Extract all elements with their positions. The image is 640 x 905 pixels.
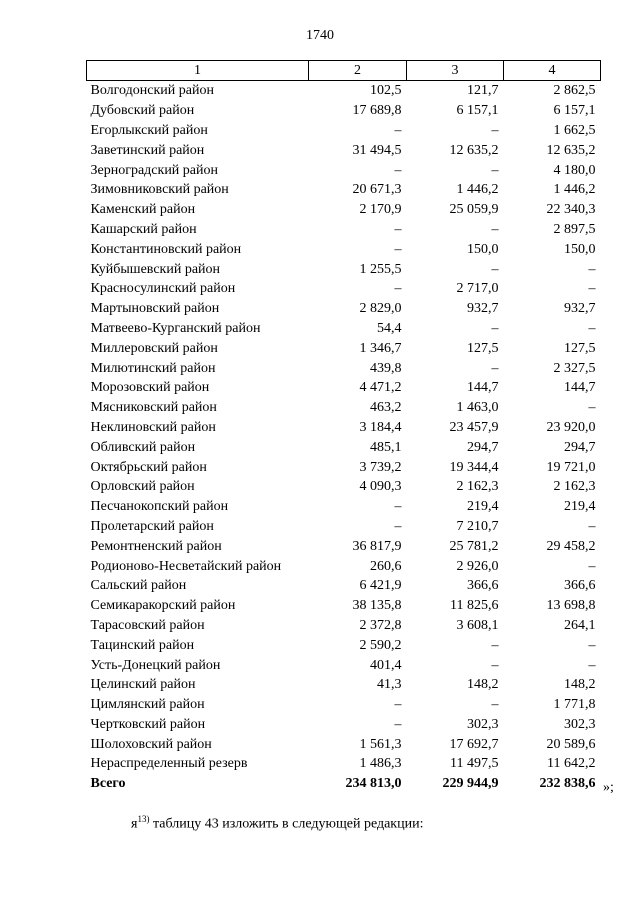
value-cell: 2 717,0 [456, 281, 499, 297]
district-name-cell: Зимовниковский район [90, 182, 229, 198]
value-cell: 54,4 [377, 320, 402, 336]
table-row [87, 536, 601, 556]
paragraph-footnote-number: 13) [137, 814, 150, 824]
value-cell: – [491, 360, 499, 376]
table-row [87, 180, 601, 200]
value-cell: 2 897,5 [553, 221, 596, 237]
value-cell: 932,7 [564, 301, 596, 317]
value-cell: – [394, 221, 402, 237]
value-cell: – [394, 122, 402, 138]
table-row [87, 259, 601, 279]
value-cell: – [394, 518, 402, 534]
value-cell: – [588, 558, 596, 574]
table-footer [87, 774, 601, 794]
table-row [87, 239, 601, 259]
value-cell: – [588, 637, 596, 653]
value-cell: 485,1 [370, 439, 402, 455]
district-name-cell: Дубовский район [90, 103, 195, 119]
amendment-paragraph [131, 814, 423, 833]
district-name-cell: Мартыновский район [90, 301, 220, 317]
district-name-cell: Тацинский район [90, 637, 195, 653]
value-cell: 17 692,7 [449, 736, 499, 752]
value-cell: 219,4 [564, 499, 596, 515]
table-row [87, 457, 601, 477]
value-cell: 20 589,6 [546, 736, 596, 752]
table-header [87, 61, 601, 81]
value-cell: 302,3 [564, 716, 596, 732]
value-cell: 150,0 [467, 241, 499, 257]
value-cell: 102,5 [370, 83, 402, 99]
value-cell: 463,2 [370, 400, 402, 416]
table-row [87, 200, 601, 220]
value-cell: 11 642,2 [547, 756, 596, 772]
value-cell: – [491, 697, 499, 713]
value-cell: 144,7 [467, 380, 499, 396]
table-row [87, 319, 601, 339]
value-cell: 1 486,3 [359, 756, 402, 772]
table-row [87, 398, 601, 418]
table-row [87, 160, 601, 180]
district-name-cell: Сальский район [90, 578, 187, 594]
value-cell: – [491, 221, 499, 237]
table-row [87, 101, 601, 121]
value-cell: 366,6 [467, 578, 499, 594]
value-cell: 127,5 [564, 340, 596, 356]
value-cell: – [491, 637, 499, 653]
value-cell: 12 635,2 [449, 142, 499, 158]
value-cell: 2 926,0 [456, 558, 499, 574]
table-row [87, 635, 601, 655]
district-name-cell: Миллеровский район [90, 340, 218, 356]
paragraph-text: таблицу 43 изложить в следующей редакции: [149, 816, 424, 832]
value-cell: 366,6 [564, 578, 596, 594]
district-name-cell: Тарасовский район [90, 617, 205, 633]
district-name-cell: Усть-Донецкий район [90, 657, 221, 673]
value-cell: 294,7 [467, 439, 499, 455]
value-cell: 2 170,9 [359, 202, 402, 218]
value-cell: 1 446,2 [456, 182, 499, 198]
value-cell: 23 457,9 [449, 419, 499, 435]
table-row [87, 358, 601, 378]
budget-table-container [86, 60, 600, 794]
value-cell: 3 739,2 [359, 459, 402, 475]
value-cell: 439,8 [370, 360, 402, 376]
district-name-cell: Семикаракорский район [90, 598, 236, 614]
value-cell: 29 458,2 [546, 538, 596, 554]
value-cell: 23 920,0 [546, 419, 596, 435]
value-cell: 41,3 [377, 677, 402, 693]
value-cell: 4 180,0 [553, 162, 596, 178]
value-cell: 932,7 [467, 301, 499, 317]
paragraph-prefix: я [131, 816, 138, 832]
value-cell: 2 829,0 [359, 301, 402, 317]
value-cell: 7 210,7 [456, 518, 499, 534]
value-cell: 2 162,3 [553, 479, 596, 495]
value-cell: 25 059,9 [449, 202, 499, 218]
page-number: 1740 [306, 28, 334, 43]
table-row [87, 477, 601, 497]
district-name-cell: Родионово-Несветайский район [90, 558, 282, 574]
value-cell: 19 344,4 [449, 459, 499, 475]
value-cell: 2 327,5 [553, 360, 596, 376]
value-cell: – [588, 281, 596, 297]
value-cell: 2 372,8 [359, 617, 402, 633]
value-cell: 219,4 [467, 499, 499, 515]
value-cell: 260,6 [370, 558, 402, 574]
table-row [87, 616, 601, 636]
table-body [87, 81, 601, 774]
district-name-cell: Обливский район [90, 439, 196, 455]
table-row [87, 695, 601, 715]
table-row [87, 279, 601, 299]
value-cell: – [491, 162, 499, 178]
table-row [87, 734, 601, 754]
value-cell: 1 771,8 [553, 697, 596, 713]
value-cell: 401,4 [370, 657, 402, 673]
value-cell: 121,7 [467, 83, 499, 99]
district-name-cell: Морозовский район [90, 380, 210, 396]
value-cell: – [491, 320, 499, 336]
total-cell: 234 813,0 [345, 776, 402, 792]
table-row [87, 140, 601, 160]
table-row [87, 675, 601, 695]
district-name-cell: Шолоховский район [90, 736, 212, 752]
value-cell: – [394, 716, 402, 732]
district-name-cell: Егорлыкский район [90, 122, 208, 138]
total-label: Всего [90, 776, 126, 792]
total-cell: 232 838,6 [539, 776, 596, 792]
district-name-cell: Чертковский район [90, 716, 206, 732]
value-cell: 19 721,0 [546, 459, 596, 475]
value-cell: 2 590,2 [359, 637, 402, 653]
table-row [87, 596, 601, 616]
value-cell: 6 157,1 [553, 103, 596, 119]
value-cell: 25 781,2 [449, 538, 499, 554]
value-cell: 12 635,2 [546, 142, 596, 158]
district-name-cell: Зерноградский район [90, 162, 218, 178]
value-cell: 1 463,0 [456, 400, 499, 416]
value-cell: 264,1 [564, 617, 596, 633]
value-cell: – [588, 261, 596, 277]
value-cell: 294,7 [564, 439, 596, 455]
district-name-cell: Целинский район [90, 677, 196, 693]
header-row [87, 61, 601, 81]
district-name-cell: Пролетарский район [90, 518, 214, 534]
district-name-cell: Цимлянский район [90, 697, 205, 713]
value-cell: 17 689,8 [352, 103, 402, 119]
table-row [87, 220, 601, 240]
value-cell: 20 671,3 [352, 182, 402, 198]
table-row [87, 517, 601, 537]
closing-quote-mark: »; [603, 780, 614, 795]
table-row [87, 338, 601, 358]
value-cell: 6 421,9 [359, 578, 402, 594]
table-row [87, 121, 601, 141]
district-name-cell: Волгодонский район [90, 83, 214, 99]
table-row [87, 378, 601, 398]
value-cell: 38 135,8 [352, 598, 402, 614]
district-name-cell: Каменский район [90, 202, 196, 218]
value-cell: – [491, 261, 499, 277]
value-cell: 31 494,5 [352, 142, 402, 158]
value-cell: 22 340,3 [546, 202, 596, 218]
value-cell: 148,2 [467, 677, 499, 693]
district-name-cell: Заветинский район [90, 142, 205, 158]
table-row [87, 299, 601, 319]
value-cell: – [491, 122, 499, 138]
district-name-cell: Неклиновский район [90, 419, 216, 435]
value-cell: 3 184,4 [359, 419, 402, 435]
district-name-cell: Матвеево-Курганский район [90, 320, 261, 336]
value-cell: – [588, 320, 596, 336]
value-cell: 1 662,5 [553, 122, 596, 138]
table-row [87, 81, 601, 101]
value-cell: – [394, 499, 402, 515]
table-row [87, 556, 601, 576]
header-col-1: 1 [87, 61, 309, 81]
value-cell: 36 817,9 [352, 538, 402, 554]
value-cell: 13 698,8 [546, 598, 596, 614]
header-col-2: 2 [309, 61, 407, 81]
table-row [87, 655, 601, 675]
value-cell: – [394, 281, 402, 297]
budget-table [86, 60, 601, 794]
table-row [87, 418, 601, 438]
value-cell: 4 471,2 [359, 380, 402, 396]
district-name-cell: Ремонтненский район [90, 538, 222, 554]
value-cell: 11 497,5 [450, 756, 499, 772]
district-name-cell: Константиновский район [90, 241, 242, 257]
header-col-3: 3 [407, 61, 504, 81]
header-col-4: 4 [504, 61, 601, 81]
value-cell: 2 862,5 [553, 83, 596, 99]
value-cell: 4 090,3 [359, 479, 402, 495]
value-cell: 1 346,7 [359, 340, 402, 356]
value-cell: – [588, 657, 596, 673]
district-name-cell: Милютинский район [90, 360, 216, 376]
table-row [87, 754, 601, 774]
value-cell: 2 162,3 [456, 479, 499, 495]
value-cell: 302,3 [467, 716, 499, 732]
value-cell: 150,0 [564, 241, 596, 257]
value-cell: 127,5 [467, 340, 499, 356]
value-cell: 3 608,1 [456, 617, 499, 633]
value-cell: 1 446,2 [553, 182, 596, 198]
value-cell: 1 255,5 [359, 261, 402, 277]
value-cell: 6 157,1 [456, 103, 499, 119]
value-cell: 11 825,6 [450, 598, 499, 614]
total-row [87, 774, 601, 794]
value-cell: – [394, 241, 402, 257]
value-cell: – [588, 518, 596, 534]
district-name-cell: Куйбышевский район [90, 261, 221, 277]
district-name-cell: Красносулинский район [90, 281, 236, 297]
value-cell: 144,7 [564, 380, 596, 396]
value-cell: – [394, 162, 402, 178]
value-cell: 148,2 [564, 677, 596, 693]
value-cell: 1 561,3 [359, 736, 402, 752]
district-name-cell: Кашарский район [90, 221, 197, 237]
total-cell: 229 944,9 [442, 776, 499, 792]
value-cell: – [588, 400, 596, 416]
district-name-cell: Песчанокопский район [90, 499, 229, 515]
table-row [87, 497, 601, 517]
district-name-cell: Октябрьский район [90, 459, 207, 475]
value-cell: – [491, 657, 499, 673]
table-row [87, 437, 601, 457]
value-cell: – [394, 697, 402, 713]
table-row [87, 576, 601, 596]
table-row [87, 715, 601, 735]
district-name-cell: Нераспределенный резерв [90, 756, 248, 772]
district-name-cell: Орловский район [90, 479, 195, 495]
district-name-cell: Мясниковский район [90, 400, 217, 416]
